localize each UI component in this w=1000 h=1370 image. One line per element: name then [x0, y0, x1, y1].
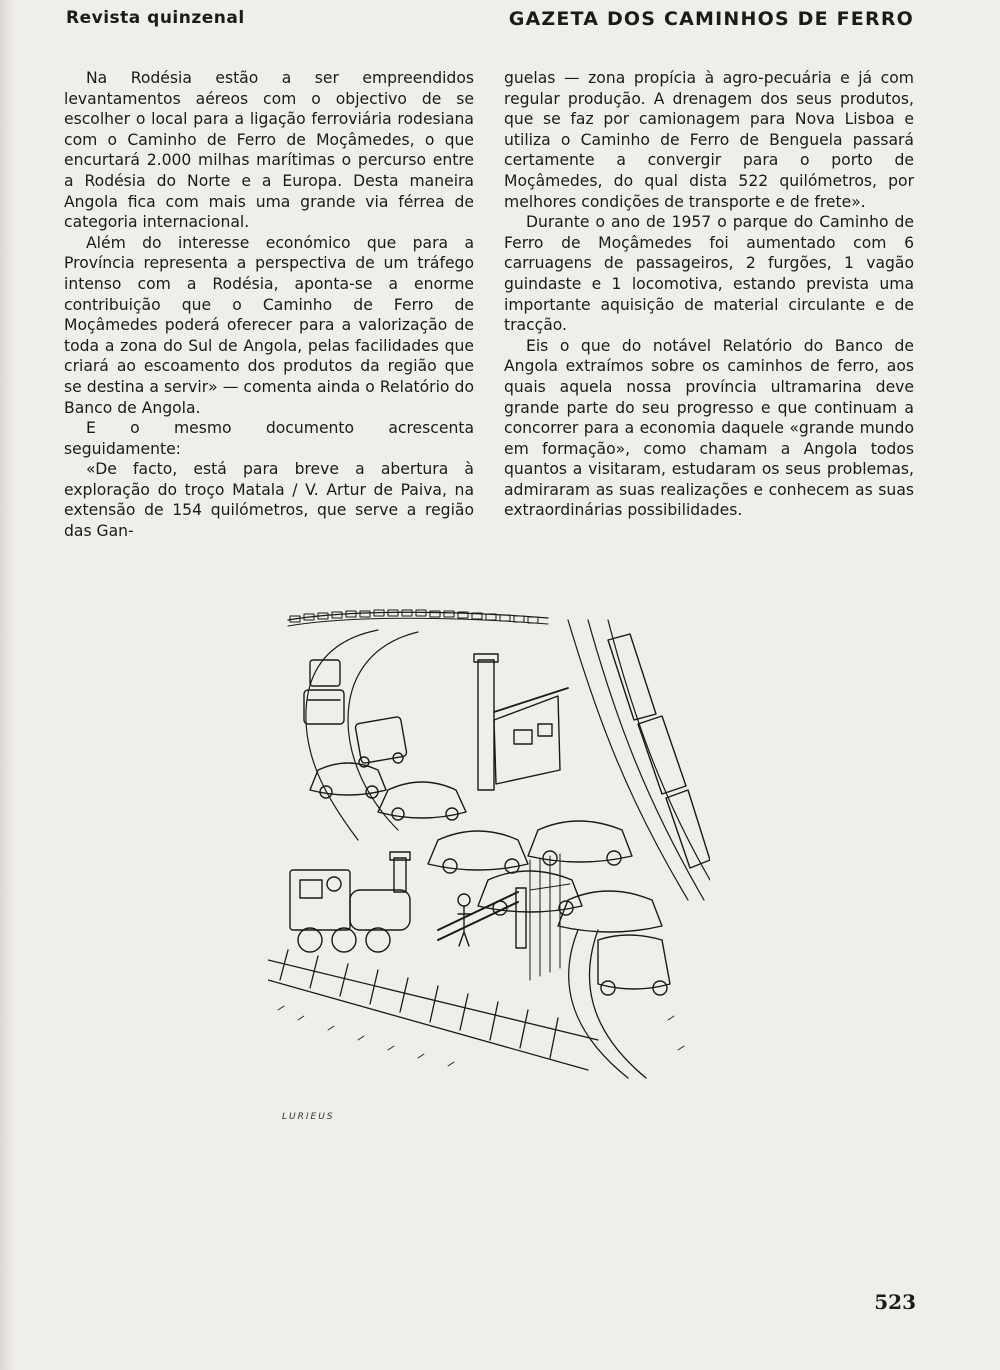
running-header-right: GAZETA DOS CAMINHOS DE FERRO	[508, 8, 914, 30]
paragraph: Eis o que do notável Relatório do Banco de Angola extraímos sobre os caminhos de ferro, aos quais aquela nossa província ultramarina deve grande parte do seu progresso e que continuam a concorrer para a economia daquele «grande mundo em formação», como chamam a Angola todos quantos a visitaram, estudaram os seus problemas, admiraram as suas realizações e conhecem as suas extraordinárias possibilidades.	[504, 336, 914, 520]
paragraph: «De facto, está para breve a abertura à exploração do troço Matala / V. Artur de Paiva, na extensão de 154 quilómetros, que serve a região das Gan-	[64, 460, 474, 541]
paragraph: E o mesmo documento acrescenta seguidamente:	[64, 419, 474, 458]
steam-locomotive	[290, 852, 410, 952]
page-number: 523	[874, 1290, 916, 1314]
fence	[530, 854, 570, 980]
railway-crossing-illustration	[268, 600, 710, 1080]
page-edge-shadow	[0, 0, 14, 1370]
right-text-column	[504, 68, 914, 521]
left-text-column	[64, 68, 474, 542]
paragraph: guelas — zona propícia à agro-pecuária e já com regular produção. A drenagem dos seus produtos, que se faz por camionagem para Nova Lisboa e utiliza o Caminho de Ferro de Benguela passará certamente a convergir para o porto de Moçâmedes, do qual dista 522 quilómetros, por melhores condições de transporte e de frete».	[504, 69, 914, 211]
running-header-left: Revista quinzenal	[66, 8, 245, 28]
paragraph: Durante o ano de 1957 o parque do Caminho de Ferro de Moçâmedes foi aumentado com 6 carruagens de passageiros, 2 furgões, 1 vagão guindaste e 1 locomotiva, estando prevista uma importante aquisição de material circulante e de tracção.	[504, 213, 914, 335]
illustrator-signature: LURIEUS	[282, 1112, 335, 1122]
paragraph: Além do interesse económico que para a Província representa a perspectiva de um tráfego intenso com a Rodésia, aponta-se a enorme contribuição que o Caminho de Ferro de Moçâmedes poderá oferecer para a valorização de toda a zona do Sul de Angola, pelas facilidades que criará ao escoamento dos produtos da região que se destina a servir» — comenta ainda o Relatório do Banco de Angola.	[64, 233, 474, 417]
signal-cabin	[474, 654, 568, 790]
paragraph: Na Rodésia estão a ser empreendidos levantamentos aéreos com o objectivo de se escolher o local para a ligação ferroviária rodesiana com o Caminho de Ferro de Moçâmedes, o que encurtará 2.000 milhas marítimas o percurso entre a Rodésia do Norte e a Europa. Desta maneira Angola fica com mais uma grande via férrea de categoria internacional.	[64, 69, 474, 232]
queued-vehicles	[304, 660, 670, 995]
crossing-rails	[268, 950, 598, 1070]
